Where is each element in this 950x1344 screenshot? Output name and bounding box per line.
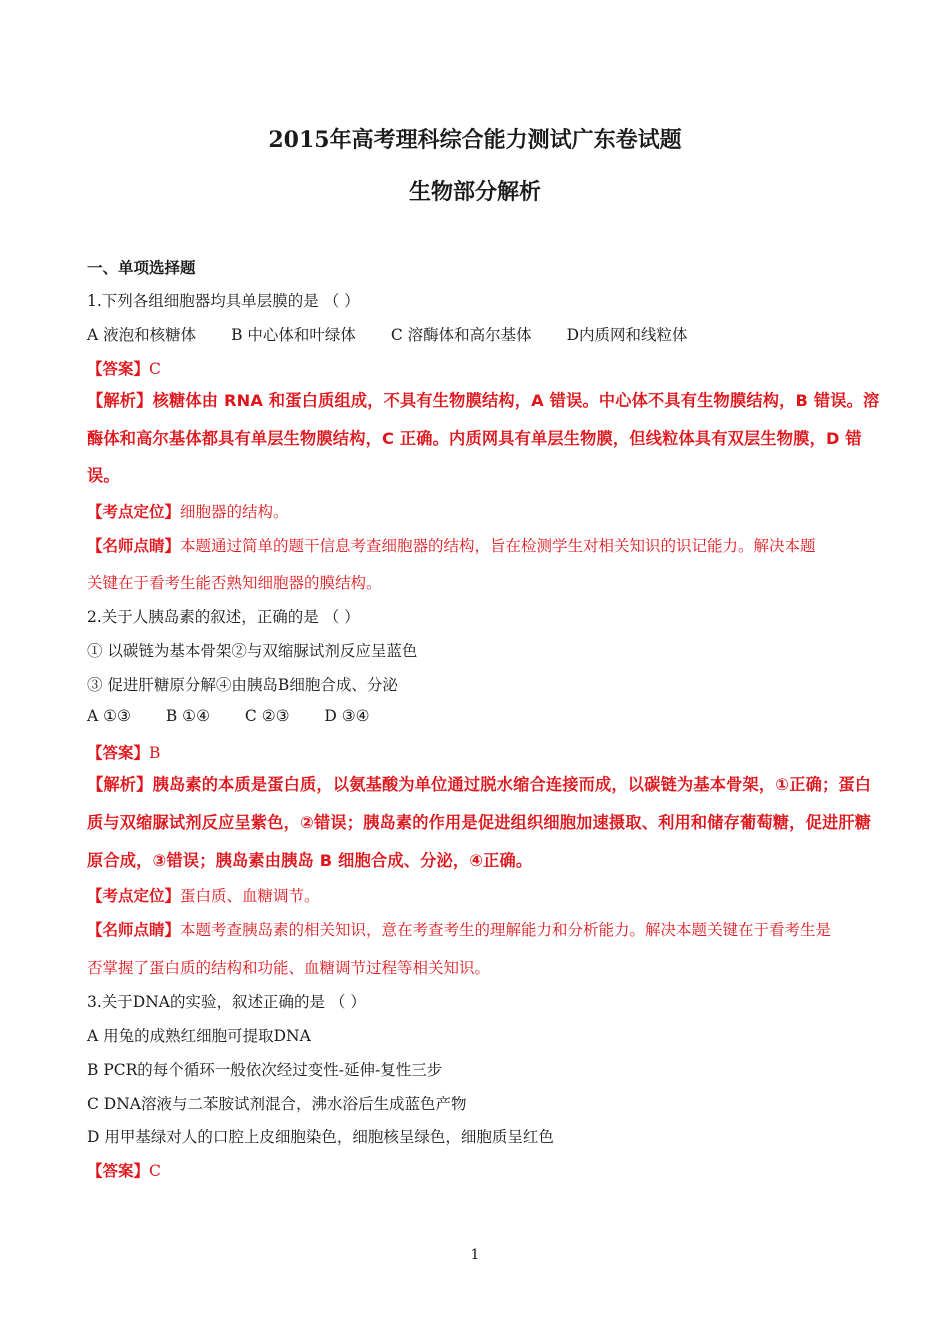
q2-option-c: C ②③ xyxy=(244,707,290,725)
answer-value: C xyxy=(149,360,161,378)
analysis-tag: 【解析】 xyxy=(87,391,153,410)
q2-option-a: A ①③ xyxy=(87,707,131,725)
point-tag: 【考点定位】 xyxy=(87,886,181,905)
q1-point xyxy=(87,500,877,522)
teacher-tag: 【名师点睛】 xyxy=(87,920,181,939)
q2-options xyxy=(87,707,877,725)
q2-point xyxy=(87,884,877,906)
q2-option-d: D ③④ xyxy=(324,707,370,725)
q1-option-b: B 中心体和叶绿体 xyxy=(231,326,356,344)
q2-answer xyxy=(87,741,877,763)
q3-answer xyxy=(87,1159,877,1181)
q2-statement-1: ① 以碳链为基本骨架②与双缩脲试剂反应呈蓝色 xyxy=(87,642,418,660)
document-subtitle: 生物部分解析 xyxy=(408,179,541,205)
q1-analysis-line-1 xyxy=(87,387,880,411)
q1-answer xyxy=(87,357,877,379)
q1-option-a: A 液泡和核糖体 xyxy=(87,326,197,344)
q1-options xyxy=(87,323,877,345)
point-text: 蛋白质、血糖调节。 xyxy=(180,887,320,905)
q1-stem: 1.下列各组细胞器均具单层膜的是 （ ） xyxy=(87,292,360,310)
analysis-tag: 【解析】 xyxy=(87,775,153,794)
analysis-text: 胰岛素的本质是蛋白质，以氨基酸为单位通过脱水缩合连接而成，以碳链为基本骨架，①正确；蛋白 xyxy=(152,775,872,794)
q2-analysis-line-3: 原合成，③错误；胰岛素由胰岛 B 细胞合成、分泌，④正确。 xyxy=(87,851,533,870)
analysis-text: 核糖体由 RNA 和蛋白质组成，不具有生物膜结构，A 错误。中心体不具有生物膜结构，B 错误。溶 xyxy=(152,391,880,410)
q2-option-b: B ①④ xyxy=(165,707,210,725)
q1-option-c: C 溶酶体和高尔基体 xyxy=(390,326,532,344)
q3-option-c: C DNA溶液与二苯胺试剂混合，沸水浴后生成蓝色产物 xyxy=(87,1095,467,1113)
answer-tag: 【答案】 xyxy=(87,1161,150,1180)
answer-value: C xyxy=(149,1162,161,1180)
q3-option-d: D 用甲基绿对人的口腔上皮细胞染色，细胞核呈绿色，细胞质呈红色 xyxy=(87,1128,554,1146)
teacher-text: 本题考查胰岛素的相关知识，意在考查考生的理解能力和分析能力。解决本题关键在于看考生是 xyxy=(180,921,832,939)
q3-option-a: A 用兔的成熟红细胞可提取DNA xyxy=(87,1027,311,1045)
answer-value: B xyxy=(149,744,161,762)
q1-analysis-line-3: 误。 xyxy=(87,466,120,485)
teacher-text: 本题通过简单的题干信息考查细胞器的结构，旨在检测学生对相关知识的识记能力。解决本题 xyxy=(180,537,816,555)
q3-stem: 3.关于DNA的实验，叙述正确的是 （ ） xyxy=(87,993,366,1011)
q2-stem: 2.关于人胰岛素的叙述，正确的是 （ ） xyxy=(87,608,360,626)
page-number: 1 xyxy=(470,1247,480,1263)
point-tag: 【考点定位】 xyxy=(87,502,181,521)
q1-teacher-line-2: 关键在于看考生能否熟知细胞器的膜结构。 xyxy=(87,574,382,592)
q1-teacher-line-1 xyxy=(87,534,877,556)
q2-teacher-line-1 xyxy=(87,918,877,940)
q2-statement-2: ③ 促进肝糖原分解④由胰岛B细胞合成、分泌 xyxy=(87,676,398,694)
q3-option-b: B PCR的每个循环一般依次经过变性-延伸-复性三步 xyxy=(87,1061,443,1079)
q2-analysis-line-2: 质与双缩脲试剂反应呈紫色，②错误；胰岛素的作用是促进组织细胞加速摄取、利用和储存葡萄糖，促进肝糖 xyxy=(87,813,872,832)
q2-analysis-line-1 xyxy=(87,771,877,795)
point-text: 细胞器的结构。 xyxy=(180,503,289,521)
teacher-tag: 【名师点睛】 xyxy=(87,536,181,555)
q1-analysis-line-2: 酶体和高尔基体都具有单层生物膜结构，C 正确。内质网具有单层生物膜，但线粒体具有双层生物膜，D 错 xyxy=(87,429,862,448)
q2-teacher-line-2: 否掌握了蛋白质的结构和功能、血糖调节过程等相关知识。 xyxy=(87,959,491,977)
q1-option-d: D内质网和线粒体 xyxy=(566,326,688,344)
answer-tag: 【答案】 xyxy=(87,743,150,762)
document-title: 2015年高考理科综合能力测试广东卷试题 xyxy=(268,127,682,153)
answer-tag: 【答案】 xyxy=(87,359,150,378)
section-heading: 一、单项选择题 xyxy=(87,258,196,277)
